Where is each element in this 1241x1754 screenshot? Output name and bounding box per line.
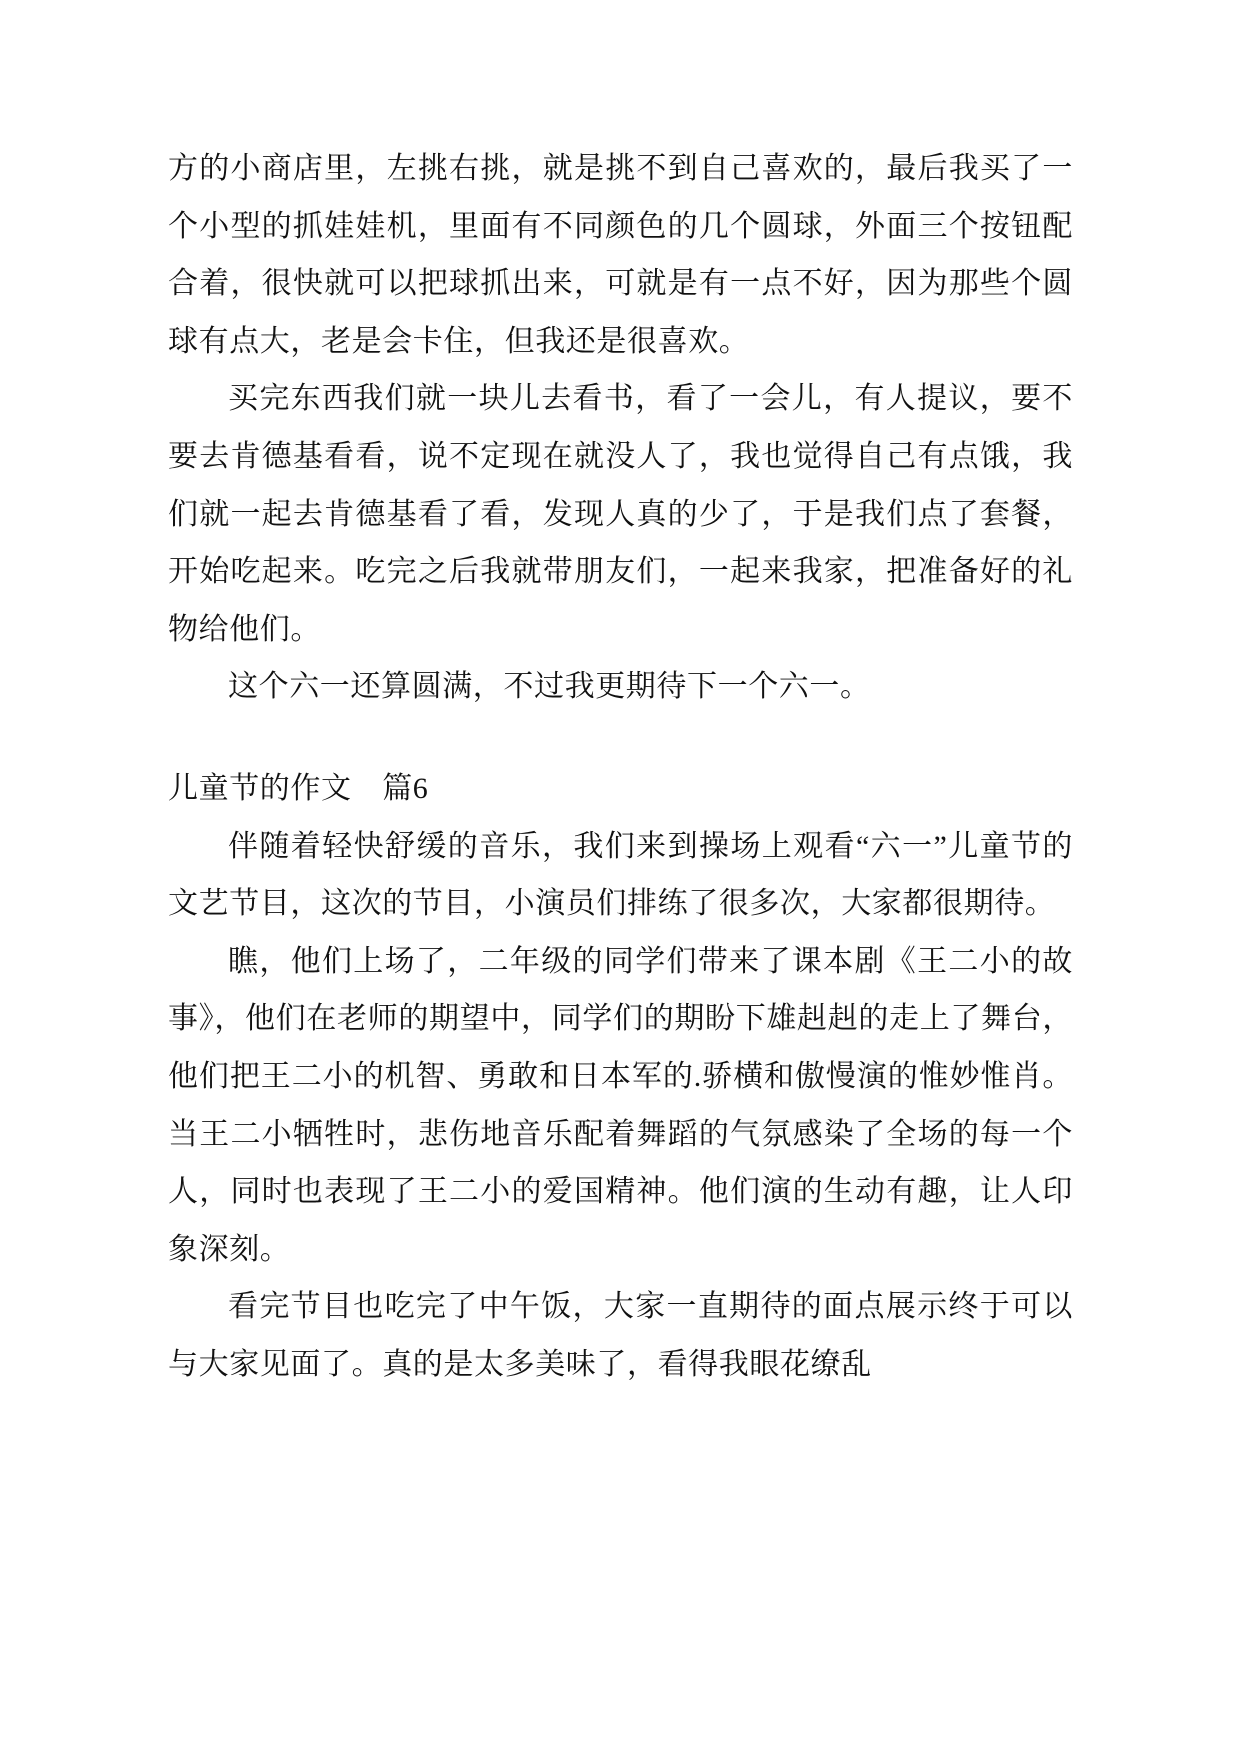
paragraph-4: 伴随着轻快舒缓的音乐，我们来到操场上观看“六一”儿童节的文艺节目，这次的节目，小演员们排练了很多次，大家都很期待。: [168, 829, 1073, 921]
section-heading: 儿童节的作文 篇6: [168, 771, 429, 805]
paragraph-6: 看完节目也吃完了中午饭，大家一直期待的面点展示终于可以与大家见面了。真的是太多美味了，看得我眼花缭乱: [168, 1290, 1073, 1381]
paragraph-5: 瞧，他们上场了，二年级的同学们带来了课本剧《王二小的故事》，他们在老师的期望中，同学们的期盼下雄赳赳的走上了舞台，他们把王二小的机智、勇敢和日本军的.骄横和傲慢演的惟妙惟肖。当王二小牺牲时，悲伤地音乐配着舞蹈的气氛感染了全场的每一个人，同时也表现了王二小的爱国精神。他们演的生动有趣，让人印象深刻。: [168, 944, 1073, 1266]
paragraph-1: 方的小商店里，左挑右挑，就是挑不到自己喜欢的，最后我买了一个小型的抓娃娃机，里面有不同颜色的几个圆球，外面三个按钮配合着，很快就可以把球抓出来，可就是有一点不好，因为那些个圆球有点大，老是会卡住，但我还是很喜欢。: [168, 152, 1073, 358]
document-body: [168, 140, 1073, 1393]
paragraph-3: 这个六一还算圆满，不过我更期待下一个六一。: [228, 670, 871, 704]
paragraph-2: 买完东西我们就一块儿去看书，看了一会儿，有人提议，要不要去肯德基看看，说不定现在就没人了，我也觉得自己有点饿，我们就一起去肯德基看了看，发现人真的少了，于是我们点了套餐，开始吃起来。吃完之后我就带朋友们，一起来我家，把准备好的礼物给他们。: [168, 382, 1073, 646]
